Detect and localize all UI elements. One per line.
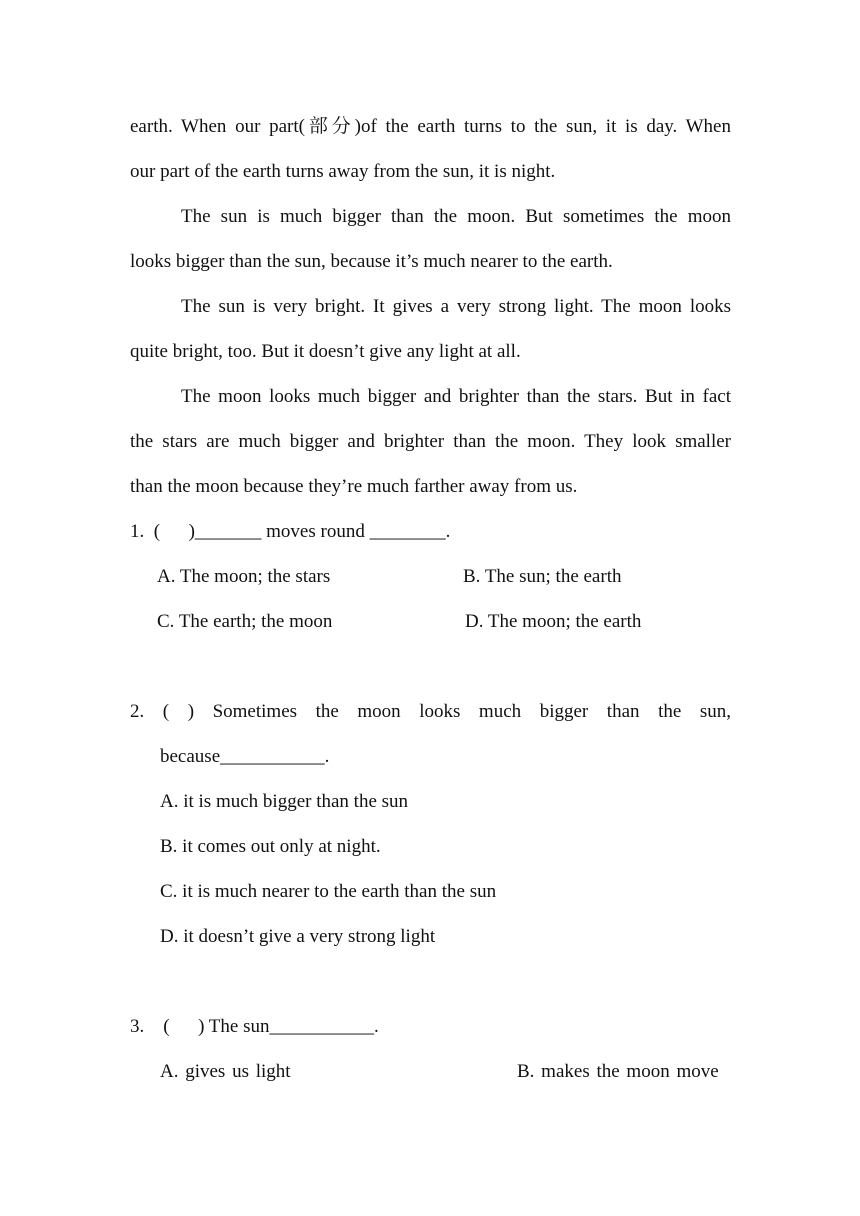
option-b: B. makes the moon move [517, 1061, 719, 1082]
option-c: C. The earth; the moon [157, 611, 333, 632]
question-stem: 2. ( ) Sometimes the moon looks much bigger than the sun, [130, 701, 731, 722]
passage-line: earth. When our part(部分)of the earth turns to the sun, it is day. When [130, 116, 731, 137]
passage-line: quite bright, too. But it doesn’t give any light at all. [130, 341, 521, 362]
passage-line: The moon looks much bigger and brighter than the stars. But in fact [181, 386, 731, 407]
passage-line: The sun is much bigger than the moon. But sometimes the moon [181, 206, 731, 227]
option-a: A. The moon; the stars [157, 566, 331, 587]
option-b: B. The sun; the earth [463, 566, 622, 587]
option-d: D. The moon; the earth [465, 611, 642, 632]
question-stem: 1. ( )_______ moves round ________. [130, 521, 451, 542]
question-stem-continued: because___________. [160, 746, 330, 767]
passage-line: our part of the earth turns away from the sun, it is night. [130, 161, 556, 182]
option-d: D. it doesn’t give a very strong light [160, 926, 436, 947]
option-a: A. gives us light [160, 1061, 291, 1082]
passage-line: the stars are much bigger and brighter than the moon. They look smaller [130, 431, 731, 452]
passage-line: The sun is very bright. It gives a very strong light. The moon looks [181, 296, 731, 317]
passage-line: looks bigger than the sun, because it’s much nearer to the earth. [130, 251, 613, 272]
option-a: A. it is much bigger than the sun [160, 791, 409, 812]
option-b: B. it comes out only at night. [160, 836, 381, 857]
option-c: C. it is much nearer to the earth than the sun [160, 881, 497, 902]
passage-line: than the moon because they’re much farther away from us. [130, 476, 578, 497]
question-stem: 3. ( ) The sun___________. [130, 1016, 379, 1037]
